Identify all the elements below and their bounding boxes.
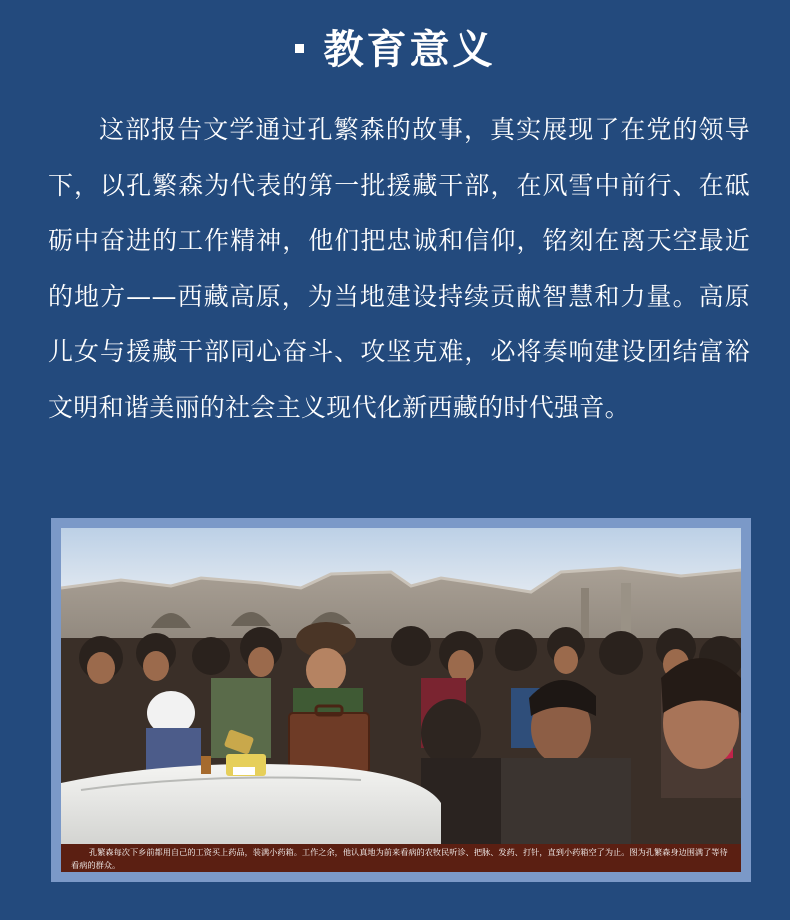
section-title: 教育意义: [323, 27, 496, 73]
section-heading: [0, 22, 790, 78]
photo-frame: [51, 518, 751, 882]
bullet-icon: [295, 44, 304, 53]
body-paragraph: 这部报告文学通过孔繁森的故事，真实展现了在党的领导下，以孔繁森为代表的第一批援藏干部，在风雪中前行、在砥砺中奋进的工作精神，他们把忠诚和信仰，铭刻在离天空最近的地方——西藏高原，为当地建设持续贡献智慧和力量。高原儿女与援藏干部同心奋斗、攻坚克难，必将奏响建设团结富裕文明和谐美丽的社会主义现代化新西藏的时代强音。: [48, 115, 750, 422]
photo-caption: 孔繁森每次下乡前都用自己的工资买上药品，装满小药箱。工作之余，他认真地为前来看病的农牧民听诊、把脉、发药、打针，直到小药箱空了为止。图为孔繁森身边围满了等待看病的群众。: [61, 844, 741, 872]
photo-illustration: [61, 528, 741, 872]
historical-photo: [61, 528, 741, 872]
